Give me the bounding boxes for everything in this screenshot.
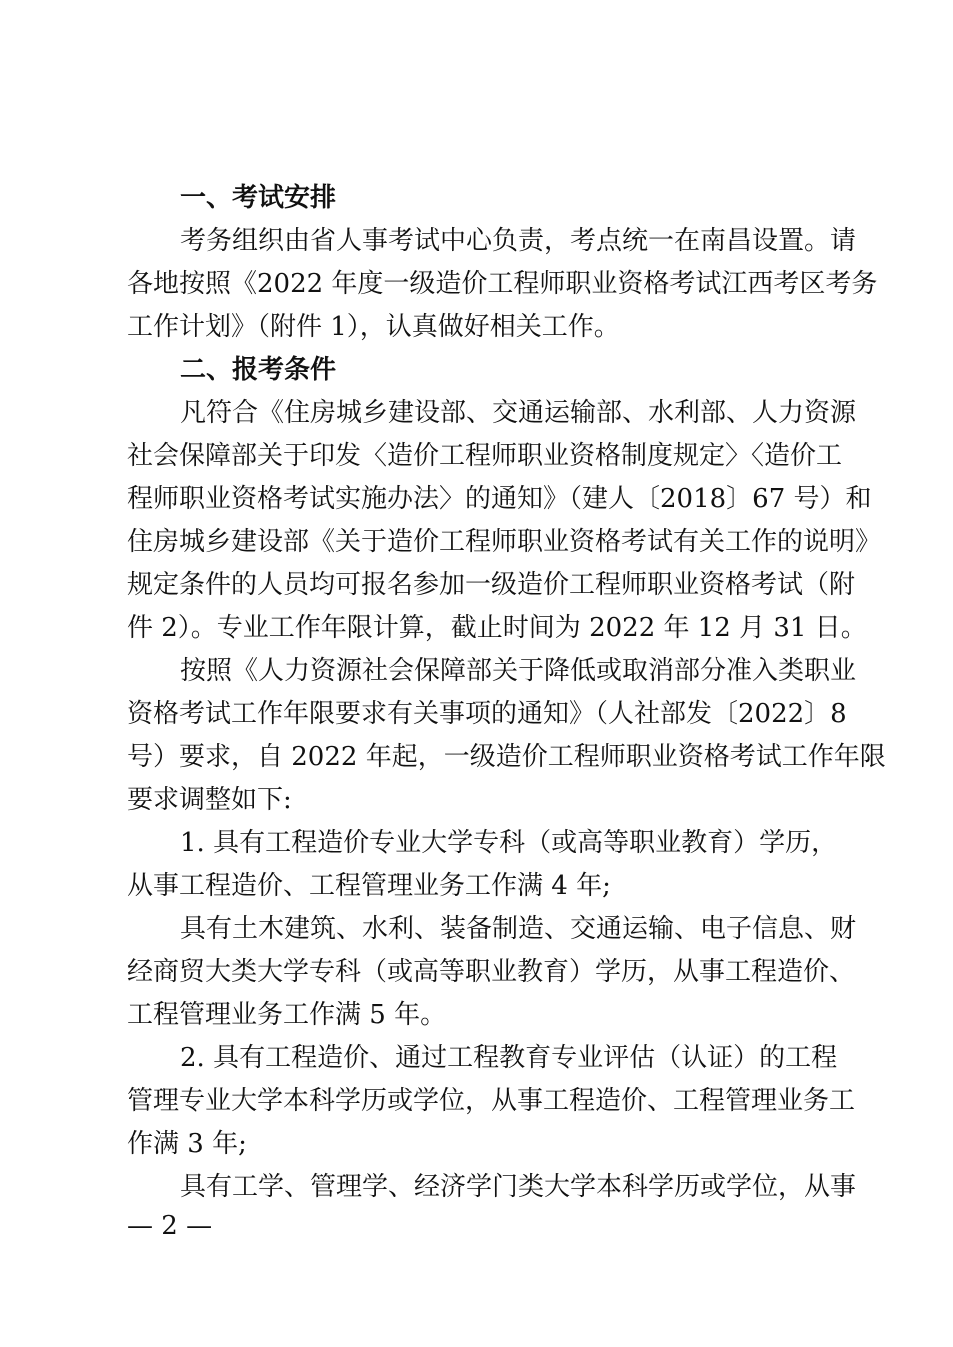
list-item-2-line: 2. 具有工程造价、通过工程教育专业评估（认证）的工程 — [180, 1043, 838, 1073]
list-item-1-line: 从事工程造价、工程管理业务工作满 4 年; — [127, 871, 611, 901]
paragraph-line: 具有土木建筑、水利、装备制造、交通运输、电子信息、财 — [180, 914, 857, 944]
paragraph-line: 工程管理业务工作满 5 年。 — [127, 1000, 447, 1030]
paragraph-line: 工作计划》（附件 1），认真做好相关工作。 — [127, 312, 620, 342]
page-number: — 2 — — [127, 1211, 213, 1241]
paragraph-line: 按照《人力资源社会保障部关于降低或取消部分准入类职业 — [180, 656, 857, 686]
paragraph-line: 规定条件的人员均可报名参加一级造价工程师职业资格考试（附 — [127, 570, 856, 600]
section-heading-exam-arrangement: 一、考试安排 — [180, 183, 337, 213]
paragraph-line: 程师职业资格考试实施办法〉的通知》（建人〔2018〕67 号）和 — [127, 484, 872, 514]
list-item-1-line: 1. 具有工程造价专业大学专科（或高等职业教育）学历， — [180, 828, 838, 858]
paragraph-line: 各地按照《2022 年度一级造价工程师职业资格考试江西考区考务 — [127, 269, 878, 299]
paragraph-line: 经商贸大类大学专科（或高等职业教育）学历，从事工程造价、 — [127, 957, 856, 987]
paragraph-line: 社会保障部关于印发〈造价工程师职业资格制度规定〉〈造价工 — [127, 441, 843, 471]
paragraph-line: 凡符合《住房城乡建设部、交通运输部、水利部、人力资源 — [180, 398, 857, 428]
paragraph-line: 住房城乡建设部《关于造价工程师职业资格考试有关工作的说明》 — [127, 527, 882, 557]
paragraph-line: 件 2）。专业工作年限计算，截止时间为 2022 年 12 月 31 日。 — [127, 613, 867, 643]
paragraph-line: 资格考试工作年限要求有关事项的通知》（人社部发〔2022〕8 — [127, 699, 847, 729]
list-item-2-line: 作满 3 年; — [127, 1129, 247, 1159]
paragraph-line: 具有工学、管理学、经济学门类大学本科学历或学位，从事 — [180, 1172, 857, 1202]
list-item-2-line: 管理专业大学本科学历或学位，从事工程造价、工程管理业务工 — [127, 1086, 856, 1116]
paragraph-line: 号）要求，自 2022 年起，一级造价工程师职业资格考试工作年限 — [127, 742, 886, 772]
section-heading-eligibility: 二、报考条件 — [180, 355, 337, 385]
paragraph-line: 要求调整如下: — [127, 785, 292, 815]
paragraph-line: 考务组织由省人事考试中心负责，考点统一在南昌设置。请 — [180, 226, 857, 256]
